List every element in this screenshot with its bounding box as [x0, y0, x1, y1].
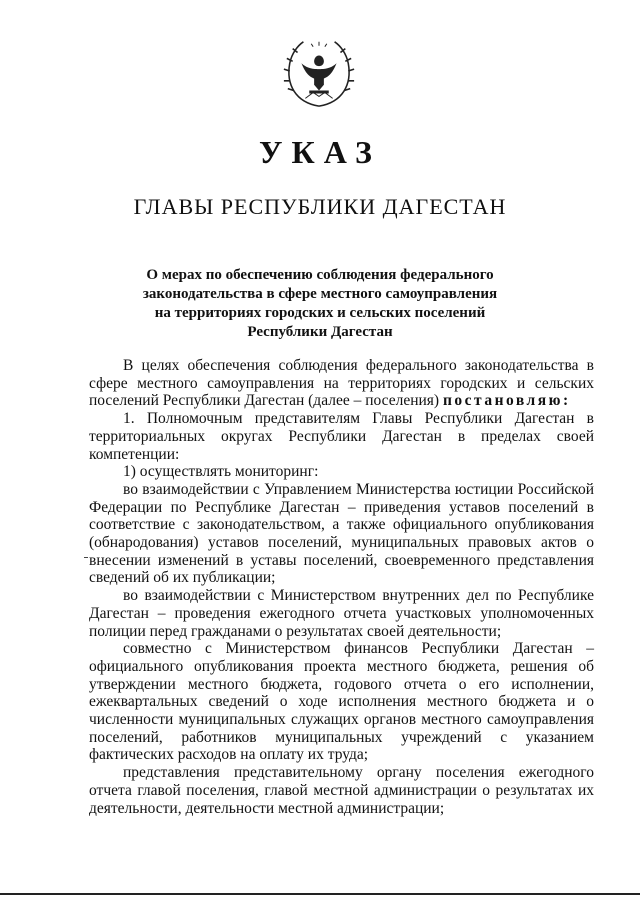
scan-mark — [84, 557, 88, 558]
title-line: Республики Дагестан — [247, 324, 393, 340]
issuer-heading: ГЛАВЫ РЕСПУБЛИКИ ДАГЕСТАН — [133, 194, 507, 219]
document-body — [89, 357, 594, 817]
paragraph-item-1: 1. Полномочным представителям Главы Республики Дагестан в территориальных округах Республики Дагестан в пределах своей компетенции: — [89, 410, 594, 463]
title-line: О мерах по обеспечению соблюдения федерального — [146, 267, 494, 283]
paragraph-justice-ministry: во взаимодействии с Управлением Министерства юстиции Российской Федерации по Республике Дагестан – приведения уставов поселений в соответствие с законодательством, а также официального опубликования (обнародования) уставов поселений, муниципальных правовых актов о внесении изменений в уставы поселений, своевременного представления сведений об их публикации; — [89, 480, 594, 587]
document-title — [120, 266, 520, 342]
title-line: на территориях городских и сельских поселений — [154, 305, 486, 321]
scan-edge-line — [0, 893, 640, 895]
decree-keyword: постановляю: — [442, 392, 571, 410]
paragraph-finance-ministry: совместно с Министерством финансов Республики Дагестан – официального опубликования проекта местного бюджета, решения об утверждении местного бюджета, годового отчета о его исполнении, ежеквартальных сведений о ходе исполнения местного бюджета и о численности муниципальных служащих органов местного самоуправления поселений, работников муниципальных учреждений с указанием фактических расходов на оплату их труда; — [89, 640, 594, 764]
document-type-heading: УКАЗ — [259, 134, 381, 170]
paragraph-subitem-1: 1) осуществлять мониторинг: — [123, 463, 319, 481]
coat-of-arms-emblem — [280, 34, 358, 112]
paragraph-annual-report: представления представительному органу поселения ежегодного отчета главой поселения, главой местной администрации о результатах их деятельности, деятельности местной администрации; — [89, 764, 594, 817]
paragraph-preamble — [89, 357, 594, 410]
title-line: законодательства в сфере местного самоуправления — [142, 286, 498, 302]
paragraph-interior-ministry: во взаимодействии с Министерством внутренних дел по Республике Дагестан – проведения ежегодного отчета участковых уполномоченных полиции перед гражданами о результатах своей деятельности; — [89, 587, 594, 640]
paragraph-text: В целях обеспечения соблюдения федерального законодательства в сфере местного самоуправления на территориях городских и сельских поселений Республики Дагестан (далее – поселения) — [89, 357, 594, 410]
